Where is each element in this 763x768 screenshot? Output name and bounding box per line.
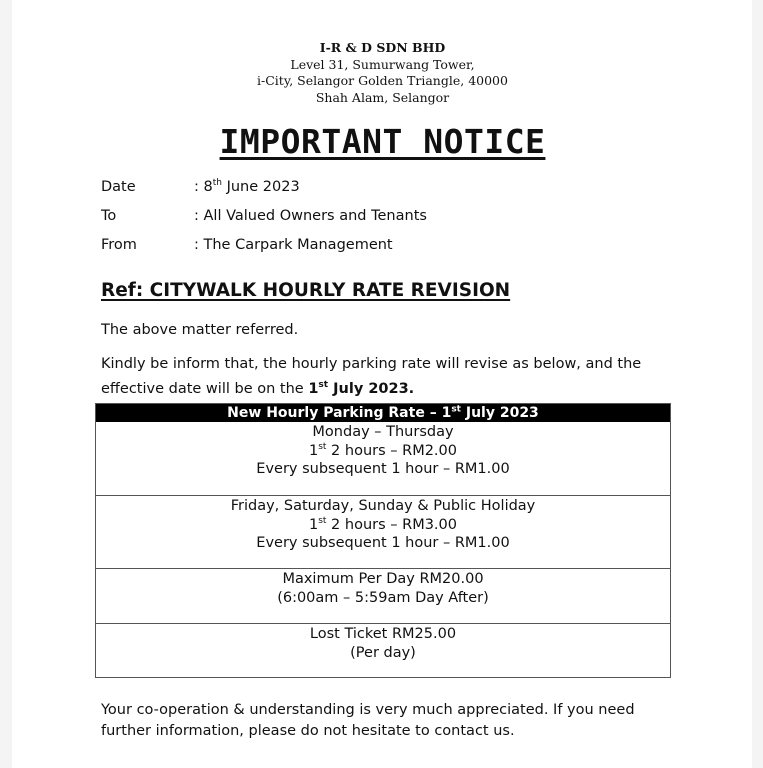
rate-table <box>95 403 671 678</box>
weekday-days: Monday – Thursday <box>312 424 454 440</box>
weekend-first-hours <box>96 516 670 535</box>
body-para1: The above matter referred. <box>101 322 299 338</box>
max-per-day-line2: (6:00am – 5:59am Day After) <box>277 589 489 606</box>
lost-ticket-cell <box>96 623 670 662</box>
weekday-first-hours <box>96 442 670 461</box>
date-value <box>194 177 300 197</box>
body-para2-line1: Kindly be inform that, the hourly parking rate will revise as below, and the <box>101 356 642 372</box>
weekend-first-b: 2 hours – RM3.00 <box>326 516 457 533</box>
body-para2-line2 <box>101 381 414 397</box>
date-sup: th <box>212 178 222 189</box>
rate-table-header <box>96 404 670 422</box>
notice-title-wrap <box>0 122 763 161</box>
reference-heading: Ref: CITYWALK HOURLY RATE REVISION <box>101 280 511 301</box>
weekend-subsequent: Every subsequent 1 hour – RM1.00 <box>256 535 510 551</box>
company-address-line1: Level 31, Sumurwang Tower, <box>290 56 475 72</box>
effective-date-rest: July 2023. <box>328 381 415 397</box>
lost-ticket-line1: Lost Ticket RM25.00 <box>309 626 457 642</box>
date-rest: June 2023 <box>221 179 300 195</box>
header-suffix: July 2023 <box>460 405 539 421</box>
from-label: From <box>101 237 137 253</box>
weekday-subsequent: Every subsequent 1 hour – RM1.00 <box>256 461 510 477</box>
header-prefix: New Hourly Parking Rate – 1 <box>227 405 452 421</box>
weekday-first-sup: st <box>318 441 327 452</box>
company-name: I-R & D SDN BHD <box>319 40 446 55</box>
weekend-rate-cell <box>96 495 670 553</box>
date-prefix: : 8 <box>194 179 213 195</box>
max-per-day-cell <box>96 568 670 607</box>
closing-line1: Your co-operation & understanding is very much appreciated. If you need <box>101 702 635 718</box>
weekend-first-sup: st <box>318 515 327 526</box>
lost-ticket-line2: (Per day) <box>350 644 416 661</box>
weekday-first-a: 1 <box>308 442 319 459</box>
para2-prefix: effective date will be on the <box>101 381 309 397</box>
company-address-line2: i-City, Selangor Golden Triangle, 40000 <box>257 73 508 88</box>
weekday-first-b: 2 hours – RM2.00 <box>326 442 457 459</box>
to-label: To <box>101 208 117 224</box>
weekend-days: Friday, Saturday, Sunday & Public Holiday <box>230 498 536 514</box>
closing-paragraph <box>101 700 635 742</box>
to-value: : All Valued Owners and Tenants <box>194 208 427 224</box>
company-address-line3: Shah Alam, Selangor <box>315 89 450 105</box>
closing-line2: further information, please do not hesitate to contact us. <box>101 723 515 739</box>
header-sup: st <box>451 404 461 415</box>
company-letterhead <box>0 40 763 106</box>
weekday-rate-cell <box>96 423 670 479</box>
from-value: : The Carpark Management <box>194 237 393 253</box>
effective-date-sup: st <box>318 380 329 391</box>
notice-title: IMPORTANT NOTICE <box>219 122 546 161</box>
max-per-day-line1: Maximum Per Day RM20.00 <box>282 571 484 587</box>
effective-date-day: 1 <box>308 381 319 397</box>
date-label: Date <box>101 179 136 195</box>
weekend-first-a: 1 <box>308 516 319 533</box>
